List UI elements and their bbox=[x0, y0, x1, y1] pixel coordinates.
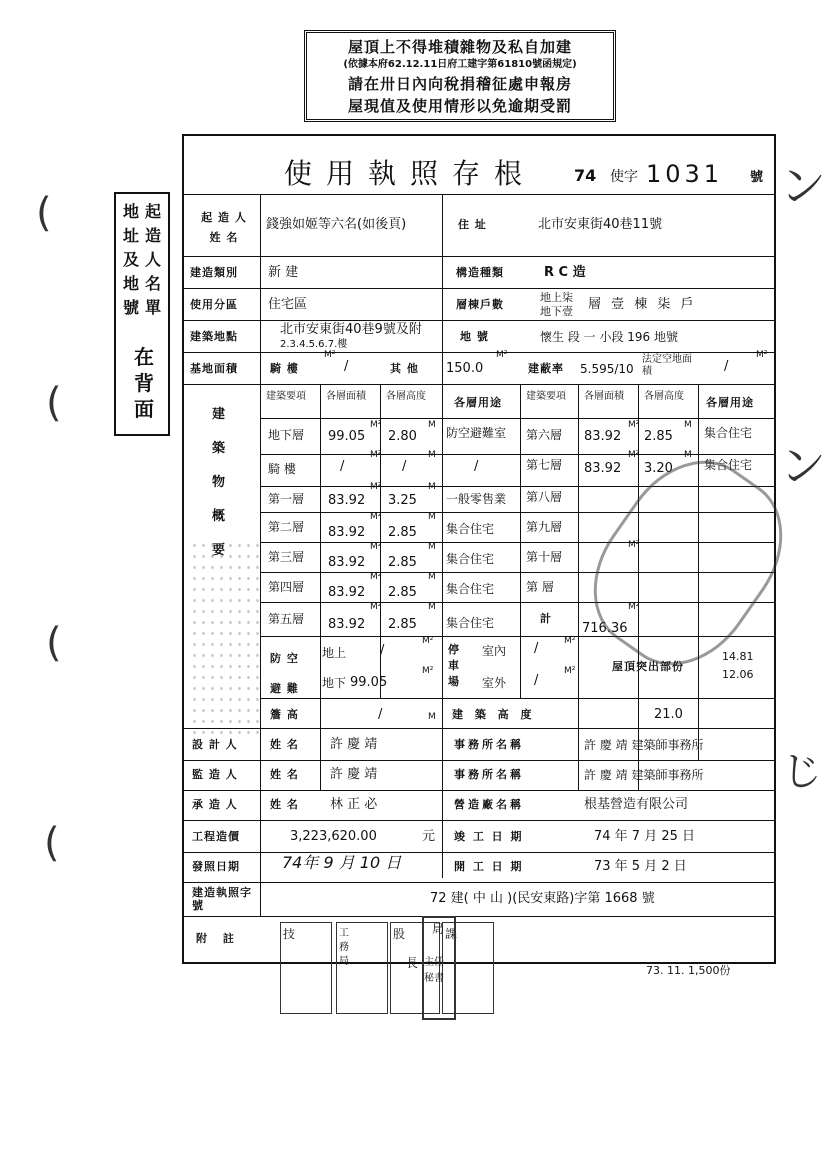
doc-word: 使字 bbox=[610, 169, 638, 185]
parking-outdoor-label: 室外 bbox=[482, 676, 507, 690]
other-value: 150.0 bbox=[446, 361, 484, 376]
floor-name: 地下層 bbox=[268, 428, 305, 442]
punch-hole-mark: ( bbox=[36, 190, 52, 236]
eaves-value: / bbox=[378, 707, 383, 722]
roof-b-value: 12.06 bbox=[722, 668, 754, 681]
supervisor-label: 監 造 人 bbox=[192, 768, 238, 781]
cost-unit: 元 bbox=[422, 829, 436, 844]
owner-value: 錢強如姬等六名(如後頁) bbox=[266, 217, 407, 232]
floor-area: / bbox=[340, 459, 345, 474]
col-height-header: 各層高度 bbox=[386, 391, 426, 402]
floor-area: 83.92 bbox=[328, 555, 366, 570]
designer-label: 設 計 人 bbox=[192, 738, 238, 751]
arcade-label: 騎 樓 bbox=[270, 362, 299, 375]
floor-height: 3.20 bbox=[644, 461, 673, 476]
side-note-box bbox=[114, 192, 170, 436]
floor-use: 一般零售業 bbox=[446, 492, 507, 506]
zoning-label: 使用分區 bbox=[190, 298, 238, 311]
name-label: 姓 名 bbox=[270, 768, 299, 781]
cost-label: 工程造價 bbox=[192, 830, 240, 843]
building-summary-label: 建 築 物 概 要 bbox=[212, 407, 227, 558]
row-divider bbox=[184, 820, 774, 821]
floors-above-value: 地上柒 bbox=[540, 291, 573, 304]
completion-value: 74 年 7 月 25 日 bbox=[594, 829, 696, 844]
col-use-header-right: 各層用途 bbox=[706, 396, 754, 409]
unit-label: M bbox=[684, 420, 692, 430]
unit-label: M bbox=[428, 420, 436, 430]
coverage-label: 建蔽率 bbox=[528, 362, 564, 375]
shelter-label: 防 空 避 難 bbox=[270, 652, 299, 695]
floor-area: 83.92 bbox=[328, 493, 366, 508]
col-divider bbox=[442, 194, 443, 878]
unit-label: M bbox=[684, 450, 692, 460]
unit-label: M bbox=[428, 602, 436, 612]
punch-hole-mark: ( bbox=[46, 620, 62, 666]
address-label: 住 址 bbox=[458, 218, 487, 231]
col-divider bbox=[520, 384, 521, 698]
usage-permit-stub: 使用執照存根 74 使字 1031 號 起 造 人 姓 名 錢強如姬等六名(如後頁) 住 址 北市安東街40巷11號 建造類別 新 建 構造種類 R C 造 使用分區 住宅區 層棟戶數 地上柒 地下壹 層 壹 棟 柒 戶 建築地點 北市安東街40巷9號及附 2.3.4.5.6.7.樓 地 號 懷生 段 一 小段 196 地號 基地面積 騎 樓 / 其 他 150.0 建蔽率 5.595/10 法定空地面積 / 建 築 物 概 要 建築要項 各層面積 各層高度 各層用途 建築要項 各層面積 各層高度 各層用途 地下層 99.05 2.80 防空避難室 騎 樓 / / / 第一層 83.92 3.25 一般零售業 第二層 83.92 2.85 集合住宅 第三層 83.92 2.85 集合住宅 第四層 83.92 2.85 集合住宅 第五層 83.92 2.85 集合住宅 第六層 83.92 2.85 集合住宅 第七層 83.92 3.20 集合住宅 第八層 第九層 第十層 第 層 計 716.36 M² M² M² M² M M² M M² M M² M M² M M² M M² M² M M² M M² M² M 防 空 避 難 地上 / M² 地下 99.05 M² 停車場 室內 / M² 室外 / M² 屋頂突出部份 14.81 12.06 簷 高 / M 建 築 高 度 21.0 設 計 人 姓 名 許 慶 靖 事務所名稱 許 慶 靖 建築師事務所 監 造 人 姓 名 許 慶 靖 事務所名稱 許 慶 靖 建築師事務所 承 造 人 姓 名 林 正 必 營造廠名稱 根基營造有限公司 工程造價 3,223,620.00 元 竣 工 日 期 74 年 7 月 25 日 發照日期 74年 9 月 10 日 開 工 日 期 73 年 5 月 2 日 建造執照字 號 72 建( 中 山 )(民安東路)字第 1668 號 附 註 技 工務局 股 長 課 局 主任 秘書 bbox=[182, 134, 776, 964]
notice-line-2: (依據本府62.12.11日府工建字第61810號函規定) bbox=[343, 59, 577, 70]
building-height-value: 21.0 bbox=[654, 707, 683, 722]
page-edge-mark: ン bbox=[780, 439, 826, 493]
floor-use: 集合住宅 bbox=[446, 552, 495, 566]
roof-a-value: 14.81 bbox=[722, 650, 754, 663]
col-area-header-right: 各層面積 bbox=[584, 391, 624, 402]
floor-name: 第一層 bbox=[268, 492, 305, 506]
floor-height: 2.80 bbox=[388, 429, 417, 444]
parking-label: 停車場 bbox=[448, 643, 460, 688]
designer-office-value: 許 慶 靖 建築師事務所 bbox=[584, 738, 704, 752]
cost-value: 3,223,620.00 bbox=[290, 829, 377, 844]
unit-label: M bbox=[428, 512, 436, 522]
row-divider bbox=[184, 288, 774, 289]
structure-value: R C 造 bbox=[544, 265, 586, 280]
row-divider bbox=[184, 760, 774, 761]
row-divider bbox=[184, 790, 774, 791]
notice-line-1: 屋頂上不得堆積雜物及私自加建 bbox=[347, 38, 572, 56]
approval-stamp: 工務局 bbox=[336, 922, 388, 1014]
unit-label: M² bbox=[370, 512, 382, 522]
unit-label: M² bbox=[422, 666, 434, 676]
row-divider bbox=[260, 698, 774, 699]
unit-label: M bbox=[428, 482, 436, 492]
notice-line-4: 屋現值及使用情形以免逾期受罰 bbox=[347, 97, 572, 115]
page-edge-mark: じ bbox=[782, 749, 822, 795]
row-divider bbox=[260, 418, 774, 419]
office-label: 事務所名稱 bbox=[454, 768, 524, 781]
floor-area: 83.92 bbox=[328, 617, 366, 632]
floor-area: 83.92 bbox=[328, 525, 366, 540]
floor-name: 第二層 bbox=[268, 520, 305, 534]
shelter-above-value: / bbox=[380, 643, 385, 658]
row-divider bbox=[184, 320, 774, 321]
col-item-header: 建築要項 bbox=[266, 391, 306, 402]
floor-name: 第十層 bbox=[526, 550, 563, 564]
floor-use: 集合住宅 bbox=[446, 582, 495, 596]
unit-label: M² bbox=[370, 420, 382, 430]
arcade-value: / bbox=[344, 359, 349, 374]
floors-label: 層棟戶數 bbox=[456, 298, 504, 311]
floor-height: 3.25 bbox=[388, 493, 417, 508]
col-height-header-right: 各層高度 bbox=[644, 391, 684, 402]
row-divider bbox=[260, 454, 774, 455]
issue-date-label: 發照日期 bbox=[192, 860, 240, 873]
row-divider bbox=[184, 852, 774, 853]
building-height-label: 建 築 高 度 bbox=[452, 708, 536, 721]
col-divider bbox=[320, 384, 321, 790]
floor-name: 第七層 bbox=[526, 458, 563, 472]
unit-label: M bbox=[428, 712, 436, 722]
punch-hole-mark: ( bbox=[44, 820, 60, 866]
floor-name: 第八層 bbox=[526, 490, 563, 504]
shelter-below-label: 地下 bbox=[322, 676, 347, 690]
row-divider bbox=[184, 882, 774, 883]
punch-hole-mark: ( bbox=[46, 380, 62, 426]
floor-area: 99.05 bbox=[328, 429, 366, 444]
floors-below-value: 地下壹 bbox=[540, 305, 573, 318]
floor-use: 集合住宅 bbox=[704, 458, 753, 472]
floor-area: 83.92 bbox=[584, 461, 622, 476]
building-type-value: 新 建 bbox=[268, 265, 299, 280]
total-label: 計 bbox=[540, 612, 552, 625]
row-divider bbox=[184, 384, 774, 385]
start-date-label: 開 工 日 期 bbox=[454, 860, 524, 873]
legal-open-label: 法定空地面積 bbox=[642, 354, 692, 377]
site-location-label: 建築地點 bbox=[190, 330, 238, 343]
col-divider bbox=[260, 194, 261, 916]
office-label: 事務所名稱 bbox=[454, 738, 524, 751]
lot-label: 地 號 bbox=[460, 330, 489, 343]
floor-name: 第三層 bbox=[268, 550, 305, 564]
doc-suffix: 號 bbox=[750, 170, 764, 185]
col-area-header: 各層面積 bbox=[326, 391, 366, 402]
signature-seal: 局 bbox=[422, 916, 456, 1020]
row-divider bbox=[184, 352, 774, 353]
unit-label: M² bbox=[370, 602, 382, 612]
unit-label: M² bbox=[324, 350, 336, 360]
side-note-col-2: 地址及地號 bbox=[122, 202, 139, 317]
unit-label: M² bbox=[564, 666, 576, 676]
row-divider bbox=[184, 256, 774, 257]
remarks-label: 附 註 bbox=[196, 932, 240, 945]
page-edge-mark: ン bbox=[780, 159, 826, 213]
coverage-value: 5.595/10 bbox=[580, 362, 634, 376]
structure-label: 構造種類 bbox=[456, 266, 504, 279]
legal-open-value: / bbox=[724, 359, 729, 374]
completion-label: 竣 工 日 期 bbox=[454, 830, 524, 843]
print-footer: 73. 11. 1,500份 bbox=[646, 964, 731, 977]
building-type-label: 建造類別 bbox=[190, 266, 238, 279]
notice-line-3: 請在卅日內向稅捐稽征處申報房 bbox=[347, 75, 572, 93]
unit-label: M² bbox=[628, 540, 640, 550]
name-label: 姓 名 bbox=[270, 738, 299, 751]
parking-outdoor-value: / bbox=[534, 673, 539, 688]
floor-use: / bbox=[474, 459, 479, 474]
unit-label: M² bbox=[628, 450, 640, 460]
floor-use: 集合住宅 bbox=[704, 426, 753, 440]
floors-detail-value: 層 壹 棟 柒 戶 bbox=[588, 297, 697, 312]
unit-label: M bbox=[428, 542, 436, 552]
row-divider bbox=[184, 194, 774, 195]
approval-stamp: 技 bbox=[280, 922, 332, 1014]
shelter-above-label: 地上 bbox=[322, 646, 347, 660]
contractor-value: 林 正 必 bbox=[330, 797, 378, 812]
floor-use: 集合住宅 bbox=[446, 522, 495, 536]
firm-value: 根基營造有限公司 bbox=[584, 797, 689, 812]
site-location-value: 北市安東街40巷9號及附 bbox=[280, 322, 422, 337]
unit-label: M² bbox=[422, 636, 434, 646]
unit-label: M² bbox=[756, 350, 768, 360]
rooftop-notice-box bbox=[304, 30, 616, 122]
unit-label: M² bbox=[496, 350, 508, 360]
floor-height: 2.85 bbox=[644, 429, 673, 444]
col-use-header: 各層用途 bbox=[454, 396, 502, 409]
approval-stamp: 股 bbox=[390, 922, 440, 1014]
row-divider bbox=[184, 916, 774, 917]
floor-name: 第五層 bbox=[268, 612, 305, 626]
parking-indoor-value: / bbox=[534, 641, 539, 656]
owner-label: 起 造 人 姓 名 bbox=[201, 211, 247, 244]
unit-label: M bbox=[428, 572, 436, 582]
shelter-below-value: 99.05 bbox=[350, 675, 388, 690]
scan-noise bbox=[190, 540, 260, 740]
side-note-col-3: 在背面 bbox=[134, 345, 154, 421]
contractor-label: 承 造 人 bbox=[192, 798, 238, 811]
col-divider bbox=[578, 384, 579, 790]
roof-label: 屋頂突出部份 bbox=[612, 660, 684, 673]
floor-name: 騎 樓 bbox=[268, 462, 296, 476]
unit-label: M² bbox=[370, 450, 382, 460]
unit-label: M² bbox=[564, 636, 576, 646]
floor-name: 第四層 bbox=[268, 580, 305, 594]
page-title: 使用執照存根 bbox=[284, 157, 537, 190]
side-note-col-1: 起造人名單 bbox=[144, 202, 161, 317]
unit-label: M² bbox=[370, 542, 382, 552]
site-location-floors: 2.3.4.5.6.7.樓 bbox=[280, 339, 348, 350]
total-area-value: 716.36 bbox=[582, 621, 628, 636]
unit-label: M² bbox=[628, 602, 640, 612]
permit-value: 72 建( 中 山 )(民安東路)字第 1668 號 bbox=[430, 891, 655, 906]
issue-date-value: 74年 9 月 10 日 bbox=[282, 853, 402, 872]
supervisor-office-value: 許 慶 靖 建築師事務所 bbox=[584, 768, 704, 782]
lot-value: 懷生 段 一 小段 196 地號 bbox=[540, 330, 678, 344]
eaves-label: 簷 高 bbox=[270, 708, 299, 721]
floor-height: / bbox=[402, 459, 407, 474]
name-label: 姓 名 bbox=[270, 798, 299, 811]
address-value: 北市安東街40巷11號 bbox=[538, 217, 663, 232]
approval-stamp: 課 bbox=[442, 922, 494, 1014]
floor-height: 2.85 bbox=[388, 525, 417, 540]
floor-area: 83.92 bbox=[328, 585, 366, 600]
floor-height: 2.85 bbox=[388, 555, 417, 570]
floor-name: 第 層 bbox=[526, 580, 554, 594]
floor-name: 第九層 bbox=[526, 520, 563, 534]
parking-indoor-label: 室內 bbox=[482, 644, 507, 658]
firm-label: 營造廠名稱 bbox=[454, 798, 524, 811]
permit-label: 建造執照字 號 bbox=[192, 886, 252, 912]
unit-label: M² bbox=[370, 572, 382, 582]
doc-number: 1031 bbox=[646, 160, 724, 188]
unit-label: M bbox=[428, 450, 436, 460]
floor-name: 第六層 bbox=[526, 428, 563, 442]
designer-value: 許 慶 靖 bbox=[330, 737, 378, 752]
start-date-value: 73 年 5 月 2 日 bbox=[594, 859, 687, 874]
floor-height: 2.85 bbox=[388, 617, 417, 632]
row-divider bbox=[184, 728, 774, 729]
supervisor-value: 許 慶 靖 bbox=[330, 767, 378, 782]
floor-height: 2.85 bbox=[388, 585, 417, 600]
floor-use: 防空避難室 bbox=[446, 426, 507, 440]
zoning-value: 住宅區 bbox=[268, 297, 308, 312]
base-area-label: 基地面積 bbox=[190, 362, 238, 375]
floor-use: 集合住宅 bbox=[446, 616, 495, 630]
doc-prefix: 74 bbox=[574, 166, 597, 185]
unit-label: M² bbox=[370, 482, 382, 492]
col-item-header-right: 建築要項 bbox=[526, 391, 566, 402]
other-label: 其 他 bbox=[390, 362, 419, 375]
floor-area: 83.92 bbox=[584, 429, 622, 444]
unit-label: M² bbox=[628, 420, 640, 430]
